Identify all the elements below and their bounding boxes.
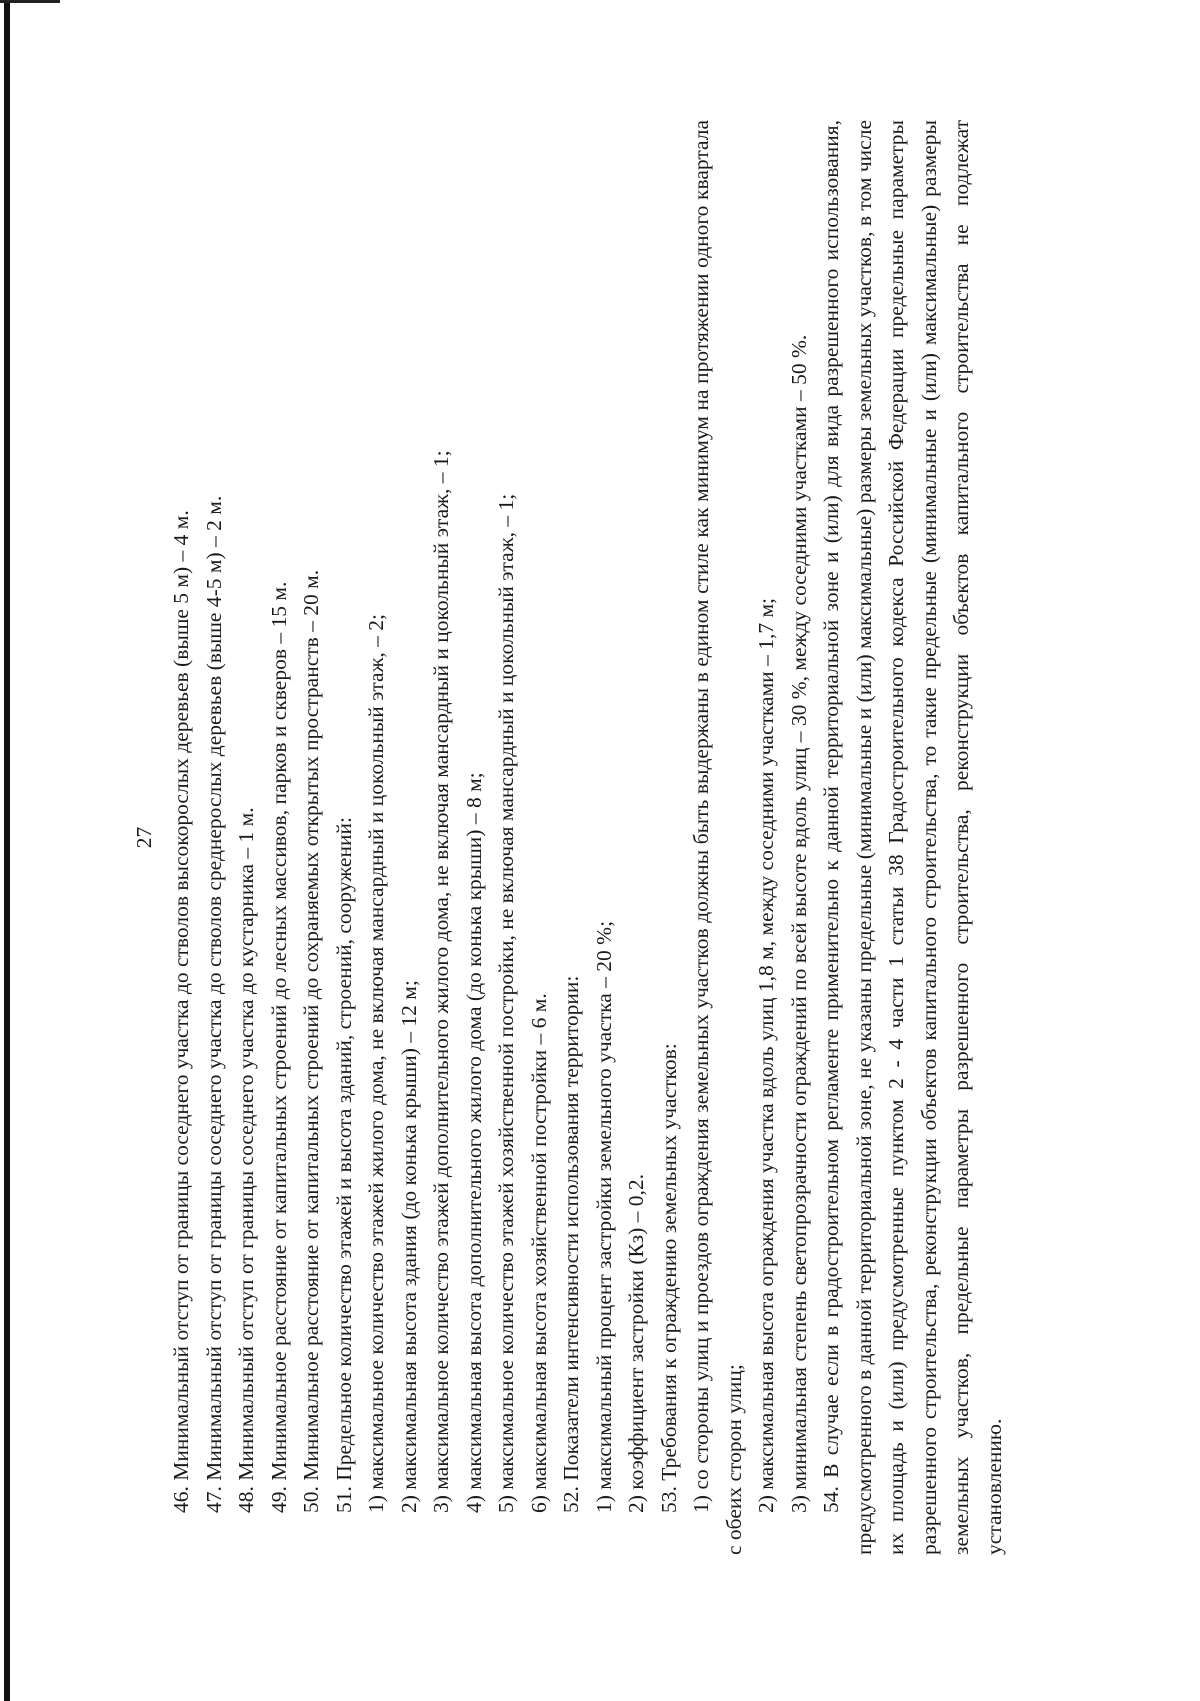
paragraph-46: 46. Минимальный отступ от границы соседнего участка до стволов высокорослых деревьев (выше 5 м) – 4 м. <box>169 510 193 1513</box>
list-item-51-2: 2) максимальная высота здания (до конька крыши) – 12 м; <box>396 980 421 1513</box>
paragraph-52: 52. Показатели интенсивности использования территории: <box>559 975 583 1513</box>
paragraph-53: 53. Требования к ограждению земельных участков: <box>656 1043 681 1513</box>
document-page <box>80 95 1090 1580</box>
list-item-53-3: 3) минимальная степень светопрозрачности ограждений по всей высоте вдоль улиц – 30 %, между соседними участками – 50 %. <box>786 334 811 1513</box>
document-body <box>165 120 1010 1555</box>
scan-left-edge <box>4 0 10 1701</box>
scan-top-edge <box>0 0 60 3</box>
paragraph-47: 47. Минимальный отступ от границы соседнего участка до стволов среднерослых деревьев (выше 4-5 м) – 2 м. <box>201 495 226 1513</box>
list-item-52-1: 1) максимальный процент застройки земельного участка – 20 %; <box>591 920 616 1513</box>
paragraph-54: 54. В случае если в градостроительном регламенте применительно к данной территориальной зоне и (или) для вида разрешенного использования, предусмотренного в данной территориальной зоне, не указаны предельные (минимальные и (или) максимальные) размеры земельных участков, в том числе их площадь и (или) предусмотренные пунктом 2 - 4 части 1 статьи 38 Градостроительного кодекса Российской Федерации предельные параметры разрешенного строительства, реконструкции объектов капитального строительства, то такие предельные (минимальные и (или) максимальные) размеры земельных участков, предельные параметры разрешенного строительства, реконструкции объектов капитального строительства не подлежат установлению. <box>819 120 1006 1555</box>
list-item-51-5: 5) максимальное количество этажей хозяйственной постройки, не включая мансардный и цокольный этаж, – 1; <box>494 493 518 1513</box>
list-item-51-1: 1) максимальное количество этажей жилого дома, не включая мансардный и цокольный этаж, – 2; <box>364 613 388 1513</box>
list-item-51-4: 4) максимальная высота дополнительного жилого дома (до конька крыши) – 8 м; <box>461 772 486 1513</box>
paragraph-48: 48. Минимальный отступ от границы соседнего участка до кустарника – 1 м. <box>234 807 258 1513</box>
list-item-51-3: 3) максимальное количество этажей дополнительного жилого дома, не включая мансардный и цокольный этаж, – 1; <box>429 450 453 1513</box>
paragraph-51: 51. Предельное количество этажей и высота зданий, строений, сооружений: <box>331 817 356 1513</box>
paragraph-49: 49. Минимальное расстояние от капитальных строений до лесных массивов, парков и скверов – 15 м. <box>266 581 291 1513</box>
page-number: 27 <box>132 826 156 849</box>
list-item-51-6: 6) максимальная высота хозяйственной постройки – 6 м. <box>526 993 551 1513</box>
list-item-52-2: 2) коэффициент застройки (Кз) – 0,2. <box>624 1173 648 1513</box>
rotated-page-content <box>80 95 1090 1580</box>
list-item-53-1: 1) со стороны улиц и проездов ограждения земельных участков должны быть выдержаны в едином стиле как минимум на протяжении одного квартала с обеих сторон улиц; <box>689 120 746 1555</box>
paragraph-50: 50. Минимальное расстояние от капитальных строений до сохраняемых открытых пространств – 20 м. <box>299 569 323 1513</box>
list-item-53-2: 2) максимальная высота ограждения участка вдоль улиц 1,8 м, между соседними участками – 1,7 м; <box>754 597 778 1513</box>
